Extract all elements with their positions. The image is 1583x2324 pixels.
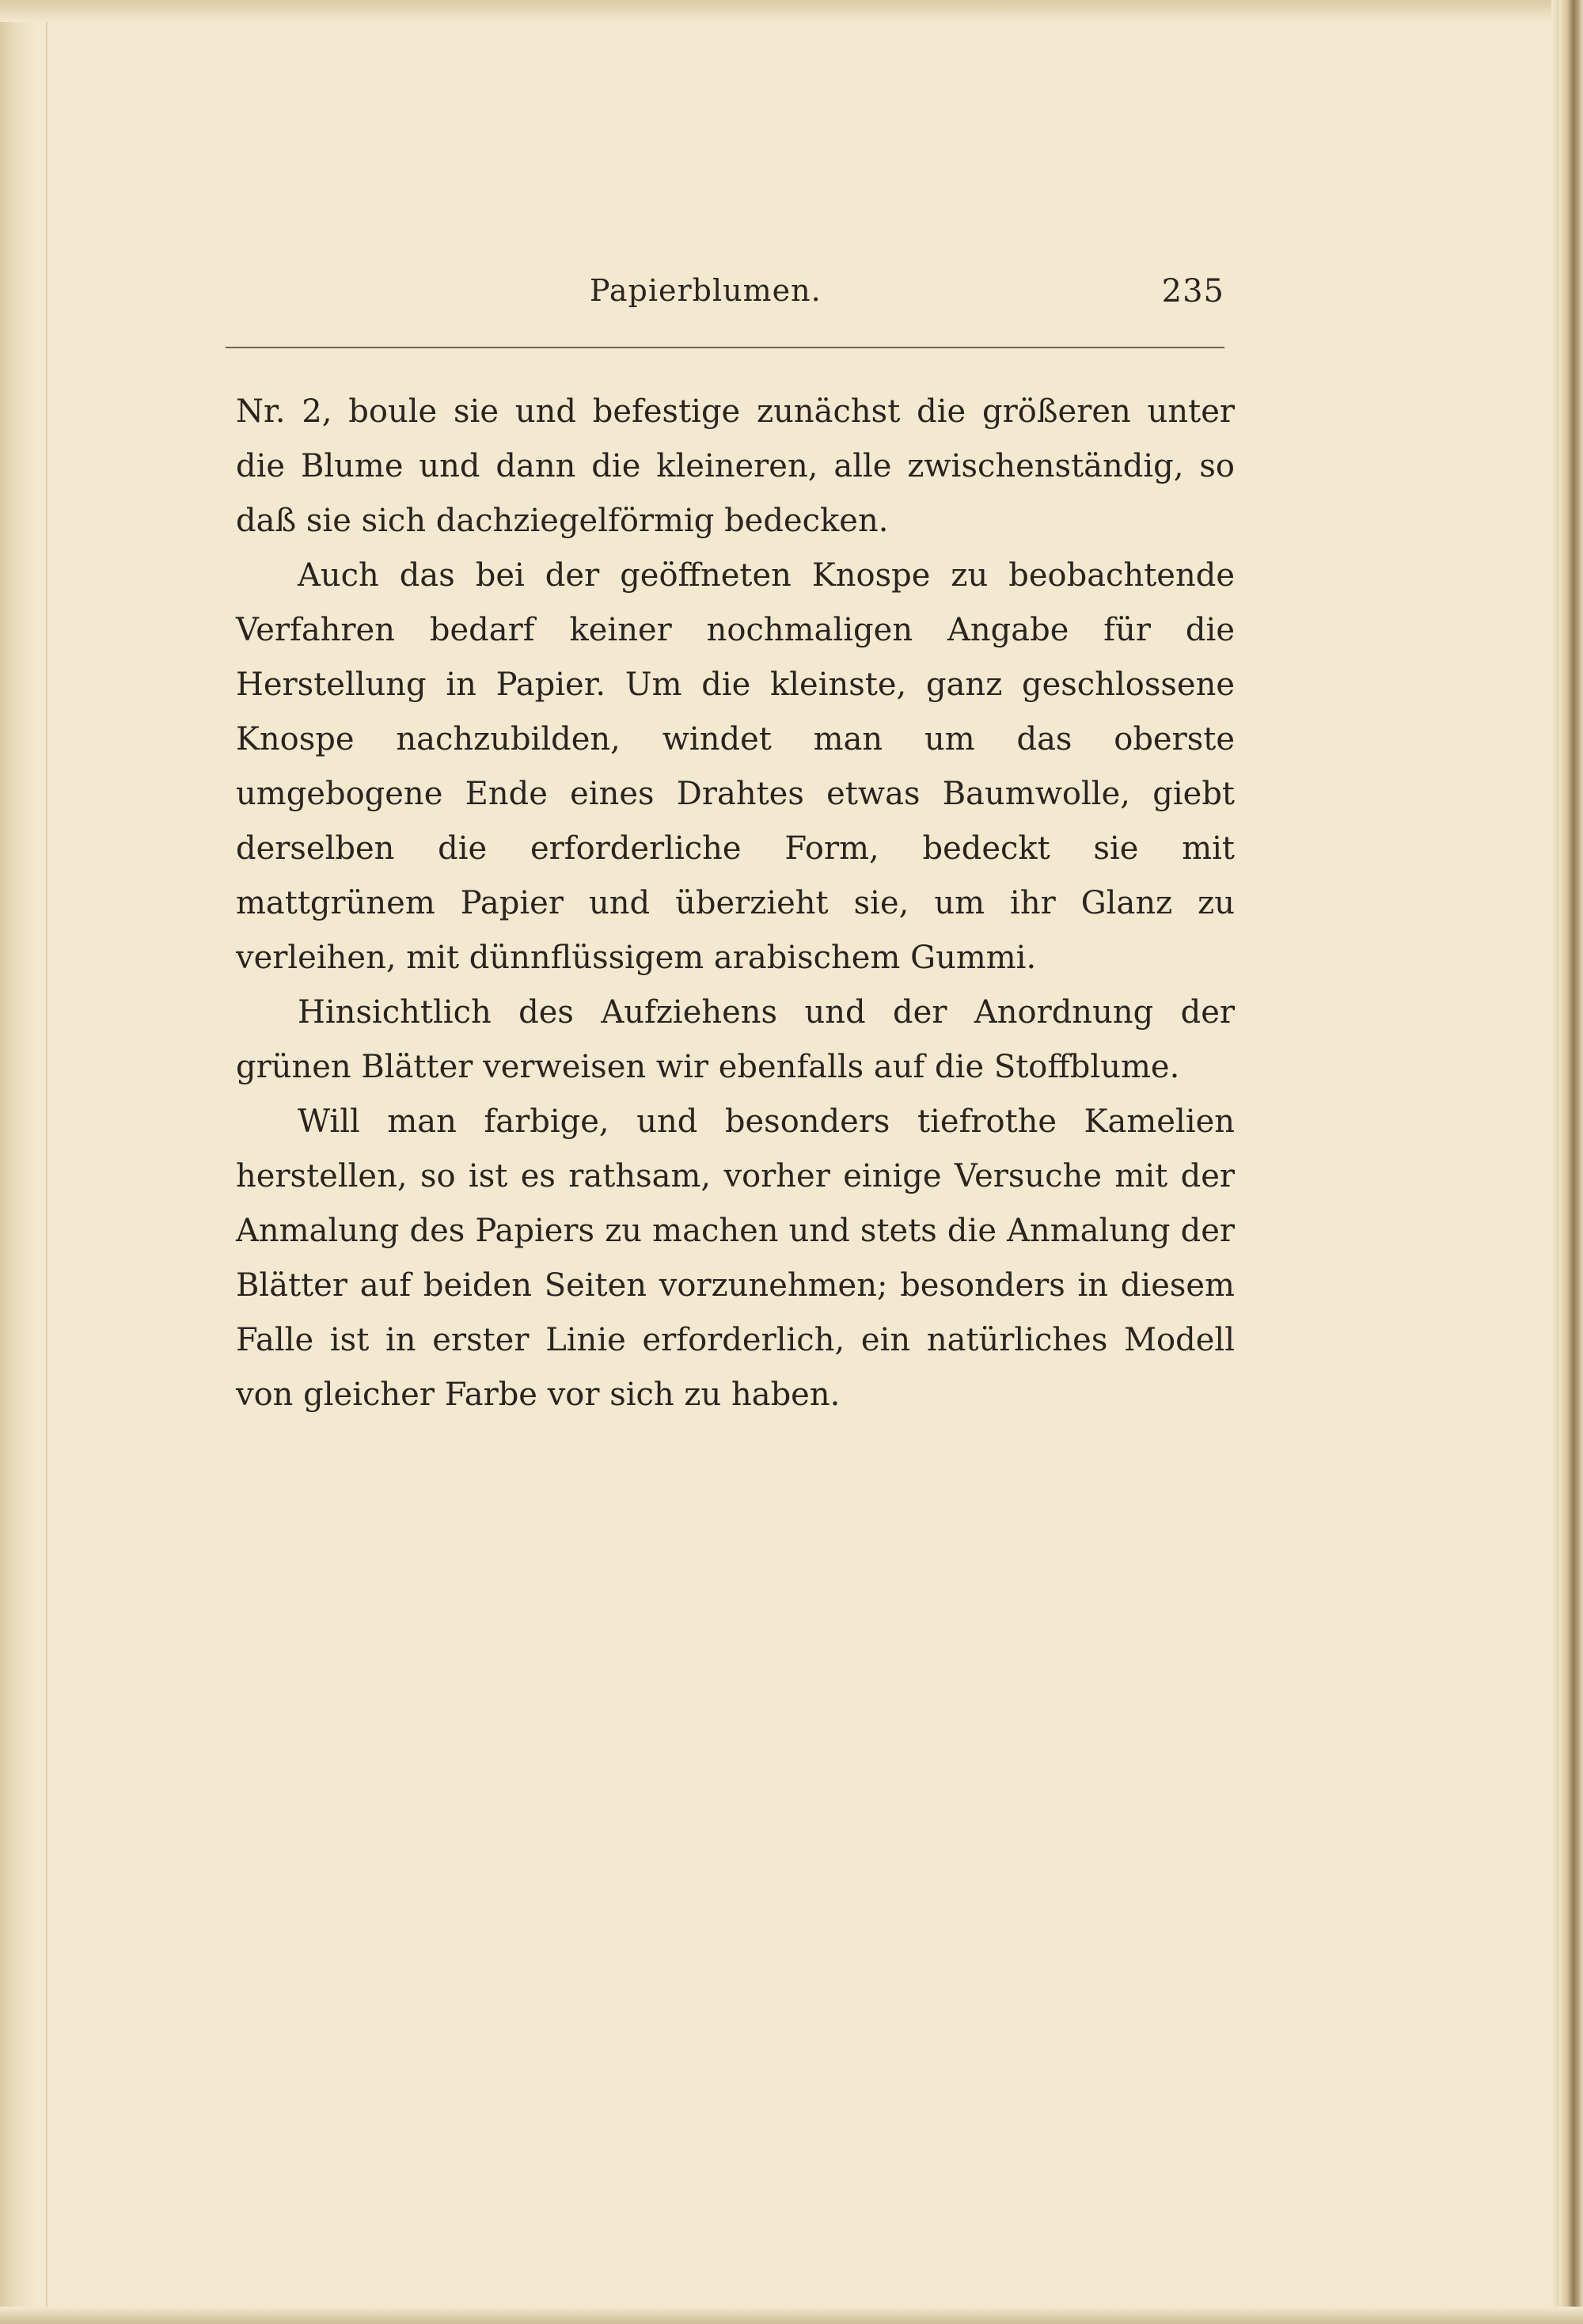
paragraph-4: Will man farbige, und besonders tiefrothe Kamelien herstellen, so ist es rathsam, vorher einige Versuche mit der Anmalung des Papiers zu machen und stets die Anmalung der Blätter auf beiden Seiten vorzunehmen; besonders in diesem Falle ist in erster Linie erforderlich, ein natürliches Modell von gleicher Farbe vor sich zu haben. <box>236 1103 1235 1413</box>
gutter-line <box>46 0 47 2324</box>
page-right-edge <box>1559 0 1583 2324</box>
running-header <box>226 273 1224 321</box>
page-left-edge <box>0 0 36 2324</box>
header-rule <box>226 347 1224 348</box>
body-text <box>236 385 1235 1422</box>
page-number: 235 <box>1161 273 1224 309</box>
page-bottom-edge <box>0 2307 1583 2324</box>
paragraph-1: Nr. 2, boule sie und befestige zunächst die größeren unter die Blume und dann die kleineren, alle zwischenständig, so daß sie sich dachziegelförmig bedecken. <box>236 393 1235 539</box>
paragraph-3: Hinsichtlich des Aufziehens und der Anordnung der grünen Blätter verweisen wir ebenfalls auf die Stoffblume. <box>236 994 1235 1085</box>
running-title: Papierblumen. <box>590 273 822 308</box>
page-top-edge <box>0 0 1583 22</box>
page-right-shadow <box>1551 0 1559 2324</box>
paragraph-2: Auch das bei der geöffneten Knospe zu beobachtende Verfahren bedarf keiner nochmaligen Angabe für die Herstellung in Papier. Um die kleinste, ganz geschlossene Knospe nachzubilden, windet man um das oberste umgebogene Ende eines Drahtes etwas Baumwolle, giebt derselben die erforderliche Form, bedeckt sie mit mattgrünem Papier und überzieht sie, um ihr Glanz zu verleihen, mit dünnflüssigem arabischem Gummi. <box>236 557 1235 976</box>
